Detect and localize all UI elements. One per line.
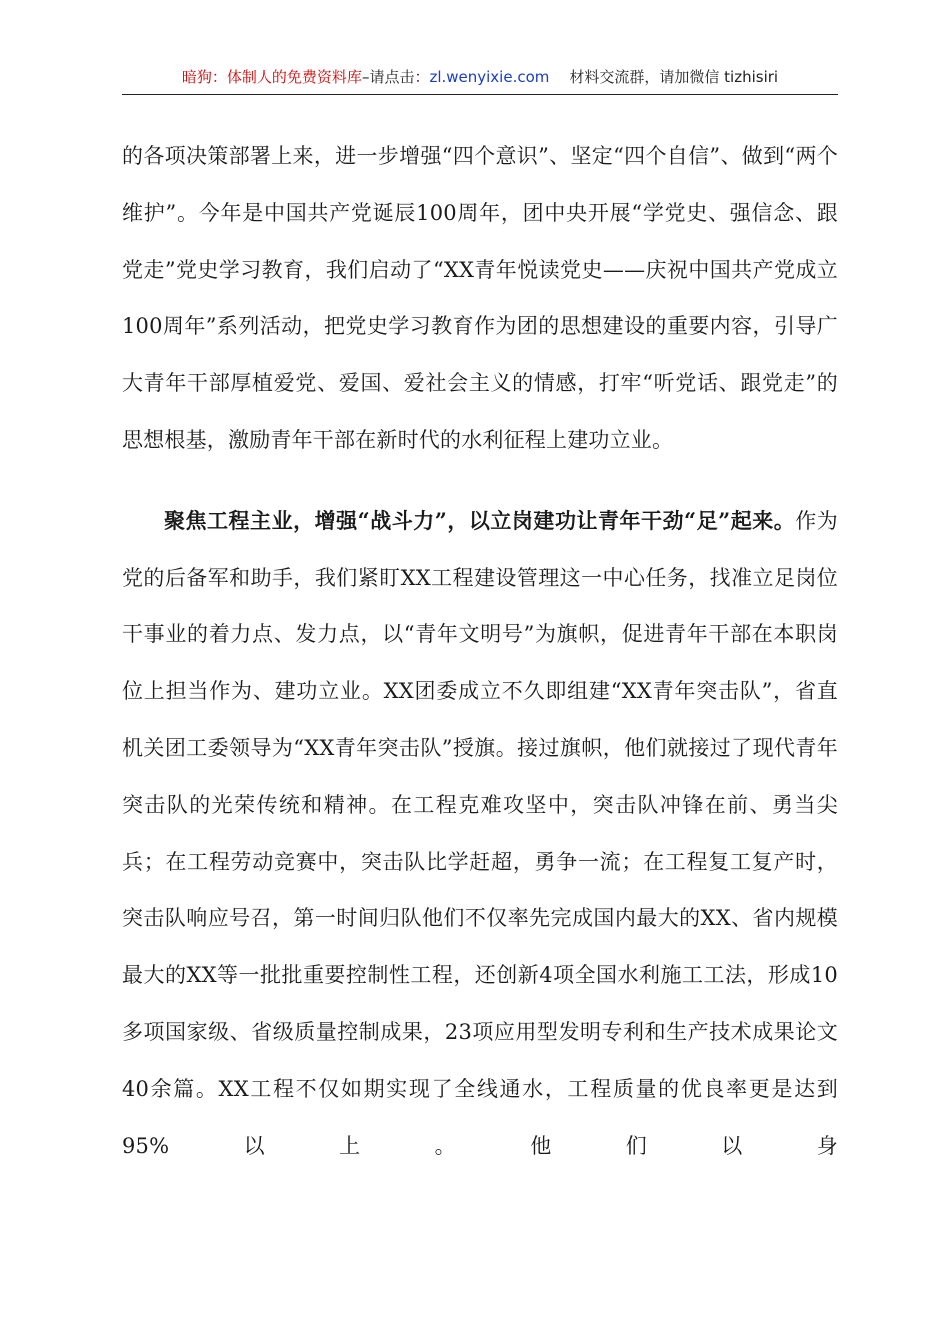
paragraph-2-text: 作为党的后备军和助手，我们紧盯XX工程建设管理这一中心任务，找准立足岗位干事业的着力点、发力点，以“青年文明号”为旗帜，促进青年干部在本职岗位上担当作为、建功立业。XX团委成立不久即组建“XX青年突击队”，省直机关团工委领导为“XX青年突击队”授旗。接过旗帜，他们就接过了现代青年突击队的光荣传统和精神。在工程克难攻坚中，突击队冲锋在前、勇当尖兵；在工程劳动竞赛中，突击队比学赶超，勇争一流；在工程复工复产时，突击队响应号召，第一时间归队他们不仅率先完成国内最大的XX、省内规模最大的XX等一批批重要控制性工程，还创新4项全国水利施工工法，形成10多项国家级、省级质量控制成果，23项应用型发明专利和生产技术成果论文40余篇。XX工程不仅如期实现了全线通水，工程质量的优良率更是达到95%以上。他们以身 <box>122 508 838 1158</box>
paragraph-2-heading: 聚焦工程主业，增强“战斗力”，以立岗建功让青年干劲“足”起来。 <box>164 507 796 533</box>
header-contact: 材料交流群，请加微信 tizhisiri <box>569 68 779 86</box>
header-url-link[interactable]: zl.wenyixie.com <box>429 68 550 86</box>
header-click-prompt: –请点击： <box>361 68 430 86</box>
body-paragraph-2 <box>122 493 838 1175</box>
header-site-name: 暗狗：体制人的免费资料库 <box>181 68 362 86</box>
page-header <box>122 66 838 95</box>
document-body <box>122 128 838 1174</box>
body-paragraph-1: 的各项决策部署上来，进一步增强“四个意识”、坚定“四个自信”、做到“两个维护”。今年是中国共产党诞辰100周年，团中央开展“学党史、强信念、跟党走”党史学习教育，我们启动了“XX青年悦读党史——庆祝中国共产党成立100周年”系列活动，把党史学习教育作为团的思想建设的重要内容，引导广大青年干部厚植爱党、爱国、爱社会主义的情感，打牢“听党话、跟党走”的思想根基，激励青年干部在新时代的水利征程上建功立业。 <box>122 144 838 452</box>
